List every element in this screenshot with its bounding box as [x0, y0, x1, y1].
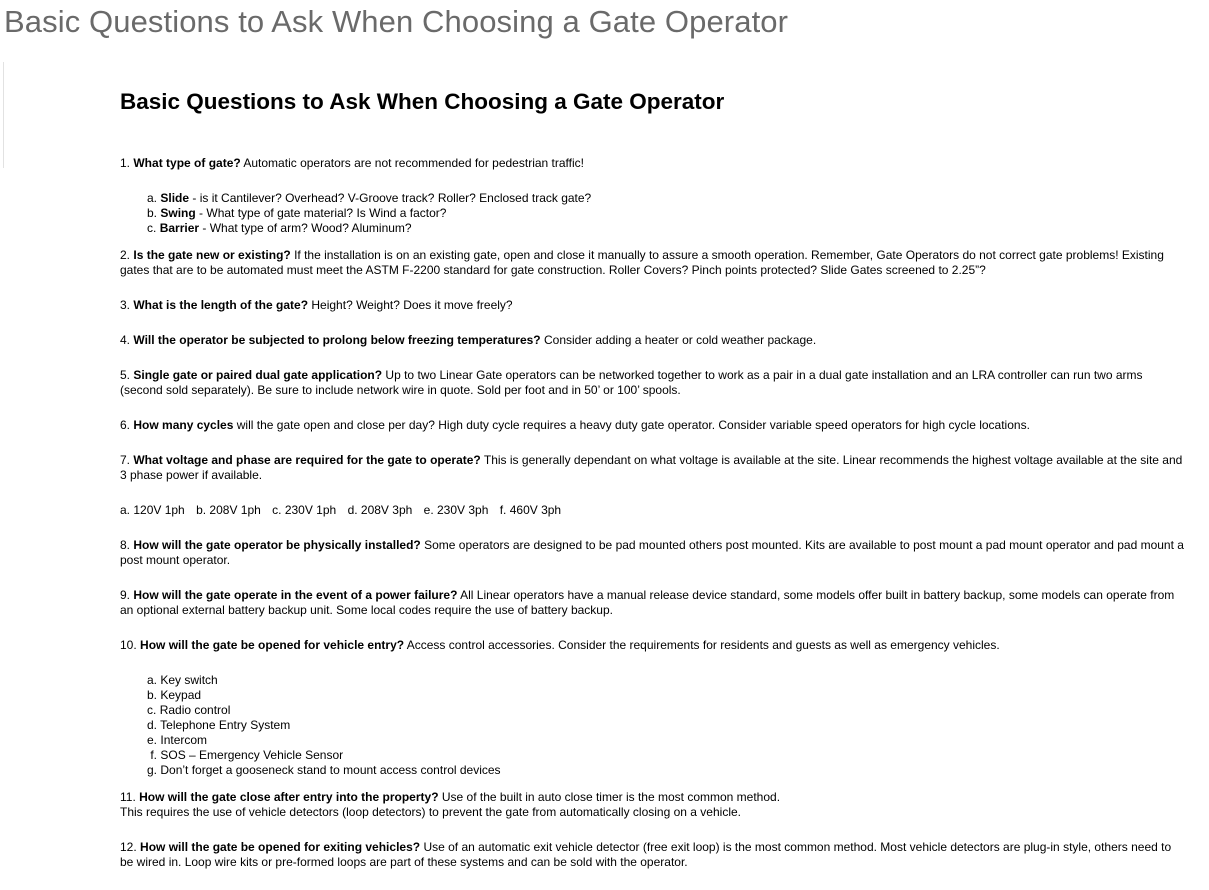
list-item: a. Key switch	[147, 673, 218, 687]
voltage-option: e. 230V 3ph	[423, 503, 489, 517]
list-item: c. Barrier - What type of arm? Wood? Aluminum?	[147, 221, 412, 235]
list-item: c. Radio control	[147, 703, 231, 717]
question-10: 10. How will the gate be opened for vehicle entry? Access control accessories. Consider the requirements for residents and guests as well as emergency vehicles.	[120, 638, 1000, 652]
article-body	[120, 88, 1185, 890]
question-1: 1. What type of gate? Automatic operators are not recommended for pedestrian traffic!	[120, 156, 584, 170]
list-item: d. Telephone Entry System	[147, 718, 291, 732]
list-item: b. Swing - What type of gate material? Is Wind a factor?	[147, 206, 447, 220]
question-2: 2. Is the gate new or existing? If the installation is on an existing gate, open and close it manually to assure a smooth operation. Remember, Gate Operators do not correct gate problems! Existing gates that are to be automated must meet the ASTM F-2200 standard for gate construction. Roller Covers? Pinch points protected? Slide Gates screened to 2.25”?	[120, 248, 1164, 277]
access-control-list	[120, 673, 1185, 778]
voltage-options	[120, 503, 1185, 518]
voltage-option: b. 208V 1ph	[196, 503, 261, 517]
list-item: b. Keypad	[147, 688, 202, 702]
question-12: 12. How will the gate be opened for exiting vehicles? Use of an automatic exit vehicle detector (free exit loop) is the most common method. Most vehicle detectors are plug-in style, others need to be wired in. Loop wire kits or pre-formed loops are part of these systems and can be sold with the operator.	[120, 840, 1172, 869]
list-item: g. Don’t forget a gooseneck stand to mount access control devices	[147, 763, 501, 777]
page-title: Basic Questions to Ask When Choosing a Gate Operator	[4, 4, 789, 39]
list-item: e. Intercom	[147, 733, 208, 747]
question-3: 3. What is the length of the gate? Height? Weight? Does it move freely?	[120, 298, 513, 312]
question-6: 6. How many cycles will the gate open and close per day? High duty cycle requires a heavy duty gate operator. Consider variable speed operators for high cycle locations.	[120, 418, 1030, 432]
question-8: 8. How will the gate operator be physically installed? Some operators are designed to be pad mounted others post mounted. Kits are available to post mount a pad mount operator and pad mount a post mount operator.	[120, 538, 1184, 567]
question-7: 7. What voltage and phase are required for the gate to operate? This is generally dependant on what voltage is available at the site. Linear recommends the highest voltage available at the site and 3 phase power if available.	[120, 453, 1183, 482]
voltage-option: c. 230V 1ph	[272, 503, 337, 517]
list-item: a. Slide - is it Cantilever? Overhead? V-Groove track? Roller? Enclosed track gate?	[147, 191, 592, 205]
gate-type-list	[120, 191, 1185, 236]
voltage-option: d. 208V 3ph	[347, 503, 413, 517]
voltage-option: a. 120V 1ph	[120, 503, 185, 517]
question-11: 11. How will the gate close after entry into the property? Use of the built in auto close timer is the most common method. This requires the use of vehicle detectors (loop detectors) to prevent the gate from automatically closing on a vehicle.	[120, 790, 781, 819]
voltage-option: f. 460V 3ph	[499, 503, 562, 517]
question-9: 9. How will the gate operate in the event of a power failure? All Linear operators have a manual release device standard, some models offer built in battery backup, some models can operate from an optional external battery backup unit. Some local codes require the use of battery backup.	[120, 588, 1175, 617]
left-divider	[3, 62, 4, 168]
list-item: f. SOS – Emergency Vehicle Sensor	[150, 748, 344, 762]
question-4: 4. Will the operator be subjected to prolong below freezing temperatures? Consider adding a heater or cold weather package.	[120, 333, 817, 347]
article-heading: Basic Questions to Ask When Choosing a Gate Operator	[120, 89, 725, 114]
question-5: 5. Single gate or paired dual gate application? Up to two Linear Gate operators can be networked together to work as a pair in a dual gate installation and an LRA controller can run two arms (second sold separately). Be sure to include network wire in quote. Sold per foot and in 50’ or 100’ spools.	[120, 368, 1143, 397]
